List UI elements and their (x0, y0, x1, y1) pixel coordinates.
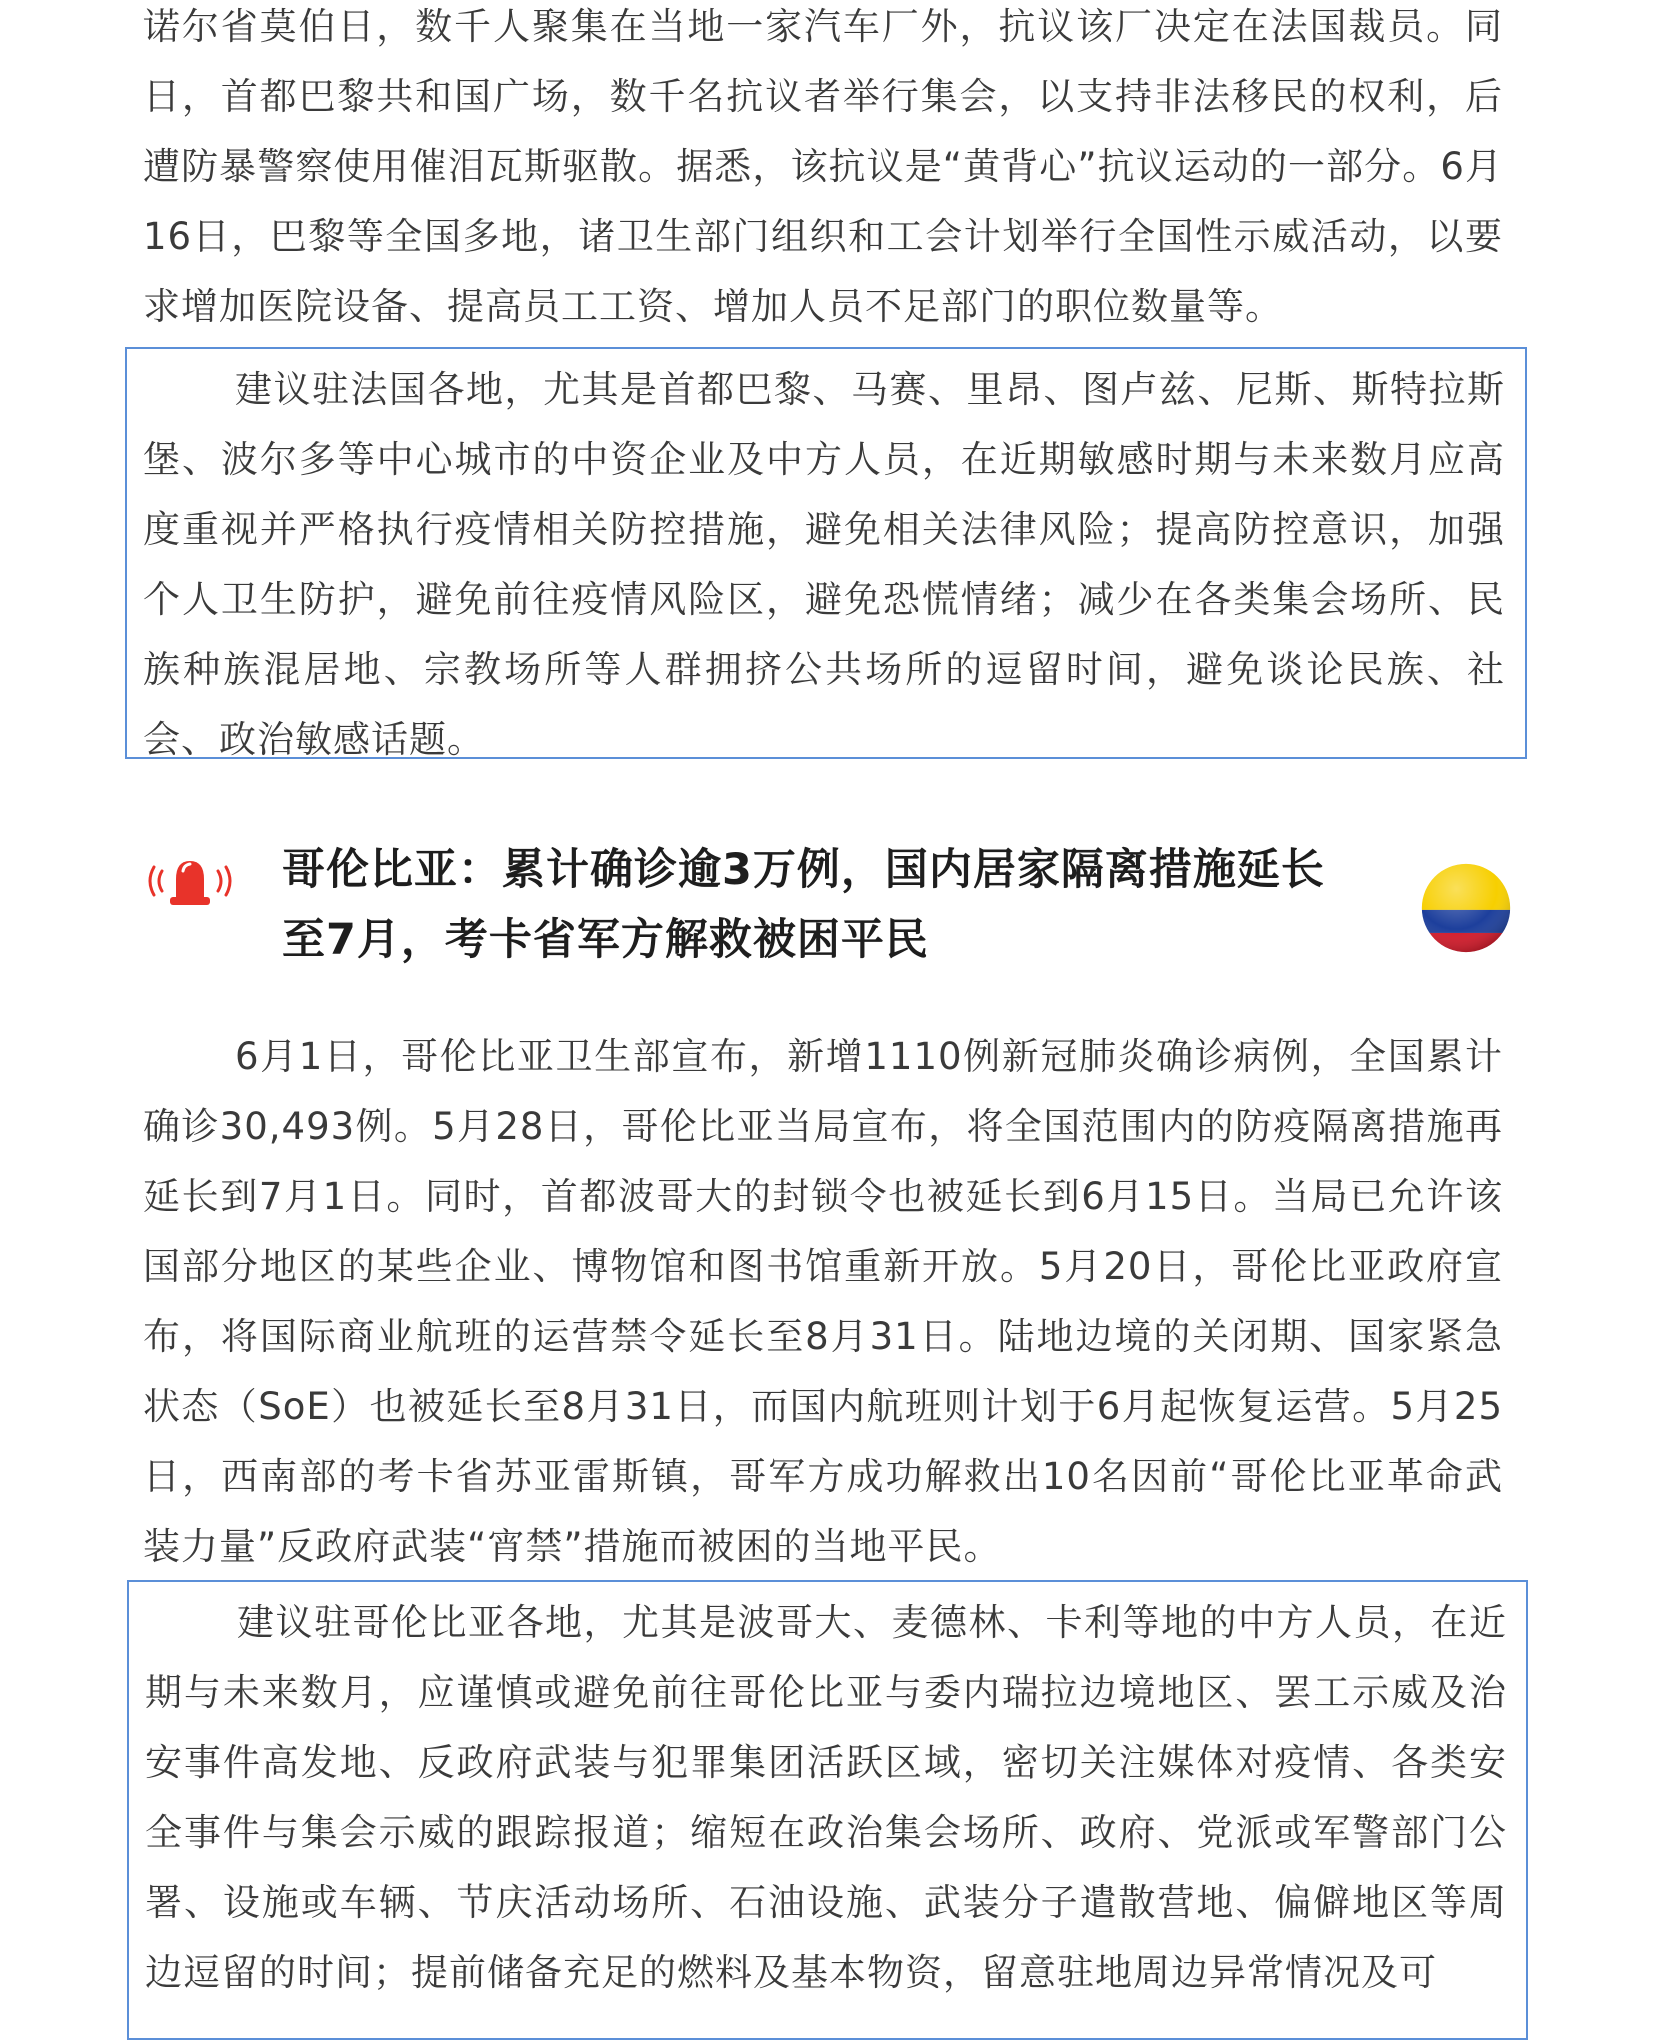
france-protest-paragraph: 诺尔省莫伯日，数千人聚集在当地一家汽车厂外，抗议该厂决定在法国裁员。同日，首都巴黎共和国广场，数千名抗议者举行集会，以支持非法移民的权利，后遭防暴警察使用催泪瓦斯驱散。据悉，该抗议是“黄背心”抗议运动的一部分。6月16日，巴黎等全国多地，诸卫生部门组织和工会计划举行全国性示威活动，以要求增加医院设备、提高员工工资、增加人员不足部门的职位数量等。 (143, 5, 1503, 328)
france-advice-text: 建议驻法国各地，尤其是首都巴黎、马赛、里昂、图卢兹、尼斯、斯特拉斯堡、波尔多等中心城市的中资企业及中方人员，在近期敏感时期与未来数月应高度重视并严格执行疫情相关防控措施，避免相关法律风险；提高防控意识，加强个人卫生防护，避免前往疫情风险区，避免恐慌情绪；减少在各类集会场所、民族种族混居地、宗教场所等人群拥挤公共场所的逗留时间，避免谈论民族、社会、政治敏感话题。 (143, 368, 1505, 761)
colombia-section-header (140, 835, 1520, 995)
colombia-news-paragraph: 6月1日，哥伦比亚卫生部宣布，新增1110例新冠肺炎确诊病例，全国累计确诊30,493例。5月28日，哥伦比亚当局宣布，将全国范围内的防疫隔离措施再延长到7月1日。同时，首都波哥大的封锁令也被延长到6月15日。当局已允许该国部分地区的某些企业、博物馆和图书馆重新开放。5月20日，哥伦比亚政府宣布，将国际商业航班的运营禁令延长至8月31日。陆地边境的关闭期、国家紧急状态（SoE）也被延长至8月31日，而国内航班则计划于6月起恢复运营。5月25日，西南部的考卡省苏亚雷斯镇，哥军方成功解救出10名因前“哥伦比亚革命武装力量”反政府武装“宵禁”措施而被困的当地平民。 (143, 1035, 1503, 1568)
colombia-advice-text: 建议驻哥伦比亚各地，尤其是波哥大、麦德林、卡利等地的中方人员，在近期与未来数月，应谨慎或避免前往哥伦比亚与委内瑞拉边境地区、罢工示威及治安事件高发地、反政府武装与犯罪集团活跃区域，密切关注媒体对疫情、各类安全事件与集会示威的跟踪报道；缩短在政治集会场所、政府、党派或军警部门公署、设施或车辆、节庆活动场所、石油设施、武装分子遣散营地、偏僻地区等周边逗留的时间；提前储备充足的燃料及基本物资，留意驻地周边异常情况及可 (145, 1601, 1507, 1994)
colombia-flag-icon (1418, 860, 1514, 956)
alarm-bell-icon (140, 851, 240, 911)
colombia-advice-box (127, 1580, 1528, 2040)
france-advice-box (125, 347, 1527, 759)
colombia-section-title: 哥伦比亚：累计确诊逾3万例，国内居家隔离措施延长至7月，考卡省军方解救被困平民 (282, 845, 1325, 965)
